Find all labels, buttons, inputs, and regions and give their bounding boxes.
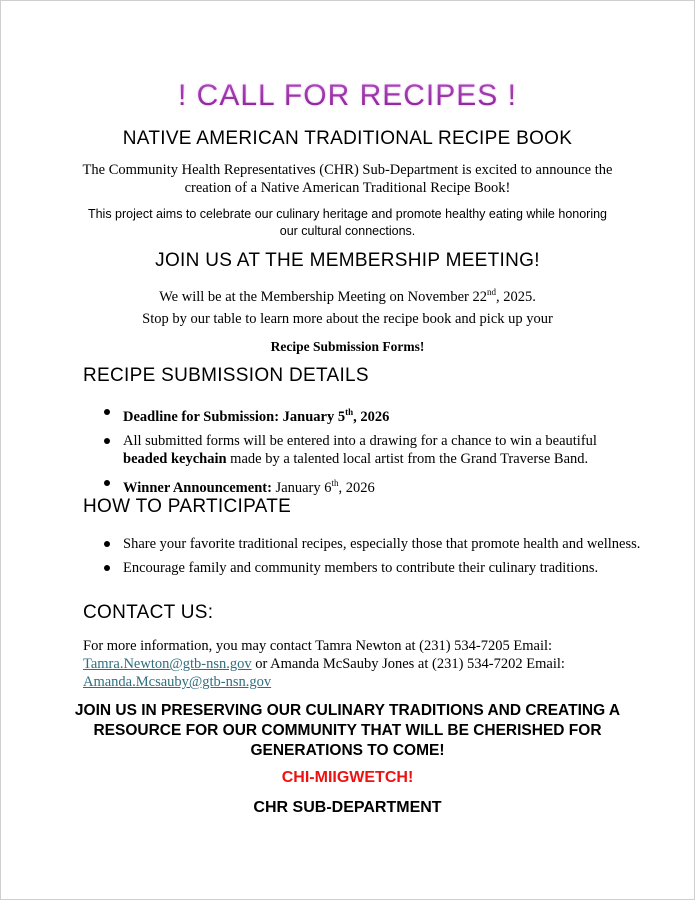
page-title: ! CALL FOR RECIPES ! — [1, 79, 694, 113]
details-list — [83, 403, 643, 503]
drawing-text: All submitted forms will be entered into a drawing for a chance to win a beautiful — [123, 432, 597, 449]
meeting-info: Stop by our table to learn more about the recipe book and pick up your — [142, 311, 553, 327]
meeting-date — [1, 283, 694, 306]
details-heading: RECIPE SUBMISSION DETAILS — [83, 365, 369, 386]
contact-text: For more information, you may contact Tamra Newton at (231) 534-7205 Email: — [83, 638, 553, 654]
contact-heading: CONTACT US: — [83, 602, 214, 623]
meeting-date-year: , 2025. — [495, 288, 536, 305]
list-item: Encourage family and community members to contribute their culinary traditions. — [123, 559, 643, 577]
closing-statement: JOIN US IN PRESERVING OUR CULINARY TRADITIONS AND CREATING A RESOURCE FOR OUR COMMUNITY THAT WILL BE CHERISHED FOR GENERATIONS TO COME! — [74, 702, 621, 759]
participate-list — [83, 535, 643, 583]
meeting-forms: Recipe Submission Forms! — [270, 339, 425, 354]
contact-paragraph — [83, 637, 603, 691]
list-item-drawing — [123, 432, 643, 468]
deadline-text: Deadline for Submission: January 5 — [123, 408, 346, 425]
ordinal: th — [345, 407, 354, 417]
ordinal: nd — [486, 287, 496, 297]
ordinal: th — [331, 477, 339, 488]
thanks-text: CHI-MIIGWETCH! — [281, 769, 414, 786]
meeting-date-text: We will be at the Membership Meeting on November 22 — [159, 288, 487, 305]
drawing-text-end: made by a talented local artist from the Grand Traverse Band. — [226, 450, 589, 467]
list-item-winner — [123, 474, 643, 497]
intro-paragraph: The Community Health Representatives (CHR) Sub-Department is excited to announce the creation of a Native American Traditional Recipe Book! — [82, 162, 613, 196]
winner-date: January 6 — [271, 479, 332, 496]
winner-year: , 2026 — [338, 479, 375, 496]
prize-text: beaded keychain — [123, 450, 227, 467]
email-link-amanda[interactable]: Amanda.Mcsauby@gtb-nsn.gov — [83, 674, 272, 690]
meeting-heading: JOIN US AT THE MEMBERSHIP MEETING! — [155, 250, 540, 271]
list-item: Share your favorite traditional recipes, especially those that promote health and wellness. — [123, 535, 643, 553]
winner-label: Winner Announcement: — [123, 479, 272, 496]
subtitle: NATIVE AMERICAN TRADITIONAL RECIPE BOOK — [122, 128, 573, 149]
list-item-deadline — [123, 403, 643, 426]
participate-heading: HOW TO PARTICIPATE — [83, 496, 292, 517]
contact-text: or Amanda McSauby Jones at (231) 534-7202 Email: — [251, 656, 565, 672]
deadline-year: , 2026 — [353, 408, 390, 425]
email-link-tamra[interactable]: Tamra.Newton@gtb-nsn.gov — [83, 656, 252, 672]
aim-paragraph: This project aims to celebrate our culinary heritage and promote healthy eating while honoring our cultural connections. — [87, 207, 608, 238]
signature: CHR SUB-DEPARTMENT — [253, 799, 442, 816]
